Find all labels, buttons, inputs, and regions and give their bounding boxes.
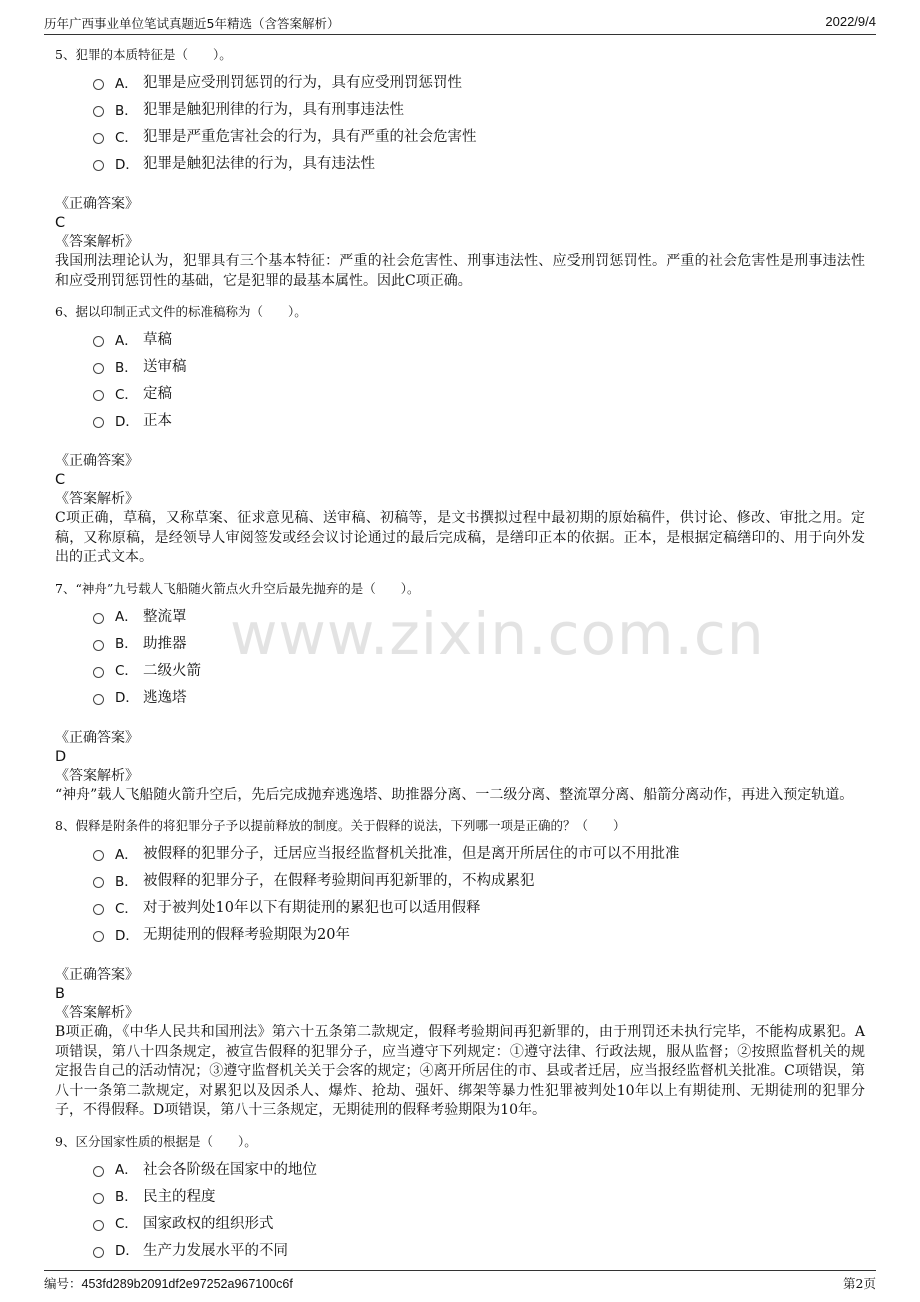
option-a[interactable] [93,1155,865,1182]
option-text: 被假释的犯罪分子，在假释考验期间再犯新罪的，不构成累犯 [143,873,535,889]
option-letter: D． [115,156,139,173]
option-letter: C． [115,663,138,679]
option-text: 犯罪是触犯刑律的行为，具有刑事违法性 [143,102,404,118]
radio-icon[interactable] [93,1193,104,1204]
radio-icon[interactable] [93,613,104,624]
option-a[interactable] [93,325,865,352]
explanation-text: B项正确，《中华人民共和国刑法》第六十五条第二款规定，假释考验期间再犯新罪的，由于刑罚还未执行完毕，不能构成累犯。A项错误，第八十四条规定，被宣告假释的犯罪分子，应当遵守下列规定：①遵守法律、行政法规，服从监督；②按照监督机关的规定报告自己的活动情况；③遵守监督机关关于会客的规定；④离开所居住的市、县或者迁居，应当报经监督机关批准。C项错误，第八十一条第二款规定，对累犯以及因杀人、爆炸、抢劫、强奸、绑架等暴力性犯罪被判处10年以上有期徒刑、无期徒刑的犯罪分子，不得假释。D项错误，第八十三条规定，无期徒刑的假释考验期限为10年。 [55,1024,865,1118]
radio-icon[interactable] [93,1166,104,1177]
option-b[interactable] [93,352,865,379]
option-text: 二级火箭 [143,662,201,679]
option-a[interactable] [93,839,865,866]
explanation-heading: 《答案解析》 [55,491,139,507]
radio-icon[interactable] [93,79,104,90]
radio-icon[interactable] [93,106,104,117]
option-letter: B． [115,1189,138,1205]
radio-icon[interactable] [93,694,104,705]
radio-icon[interactable] [93,1220,104,1231]
question-stem: 5、犯罪的本质特征是（ ）。 [55,47,232,62]
correct-answer: C [55,215,66,231]
options-list [93,68,865,176]
option-text: 对于被判处10年以下有期徒刑的累犯也可以适用假释 [143,900,481,916]
option-text: 送审稿 [143,359,187,375]
option-letter: C． [115,1216,138,1232]
option-letter: C． [115,900,138,917]
option-text: 逃逸塔 [143,689,187,706]
watermark: www.zixin.com.cn [230,600,765,668]
page-footer [44,1270,876,1293]
option-d[interactable] [93,149,865,176]
radio-icon[interactable] [93,160,104,171]
option-text: 定稿 [143,386,172,402]
page-header [44,12,876,35]
option-a[interactable] [93,602,865,629]
option-text: 犯罪是应受刑罚惩罚的行为，具有应受刑罚惩罚性 [143,75,462,91]
option-d[interactable] [93,683,865,710]
answer-heading: 《正确答案》 [55,967,139,983]
option-text: 草稿 [143,332,172,348]
question-6 [55,303,865,568]
question-stem: 9、区分国家性质的根据是（ ）。 [55,1133,257,1149]
question-5 [55,46,865,291]
option-letter: A． [115,609,138,625]
option-letter: B． [115,873,138,890]
option-d[interactable] [93,920,865,947]
question-9 [55,1133,865,1263]
page-number: 第2页 [843,1276,876,1291]
option-letter: B． [115,636,138,652]
option-c[interactable] [93,379,865,406]
option-text: 正本 [143,413,172,429]
radio-icon[interactable] [93,904,104,915]
radio-icon[interactable] [93,667,104,678]
option-d[interactable] [93,1236,865,1263]
option-letter: B． [115,359,138,376]
option-letter: A． [115,846,138,863]
options-list [93,839,865,947]
question-stem: 6、据以印制正式文件的标准稿称为（ ）。 [55,304,307,319]
option-b[interactable] [93,629,865,656]
explanation-heading: 《答案解析》 [55,234,139,250]
option-b[interactable] [93,95,865,122]
question-7 [55,580,865,806]
question-stem: 7、“神舟”九号载人飞船随火箭点火升空后最先抛弃的是（ ）。 [55,580,420,596]
option-text: 整流罩 [143,608,187,625]
options-list [93,325,865,433]
radio-icon[interactable] [93,877,104,888]
option-text: 民主的程度 [143,1188,216,1205]
radio-icon[interactable] [93,850,104,861]
option-letter: D． [115,690,139,706]
question-stem: 8、假释是附条件的将犯罪分子予以提前释放的制度。关于假释的说法，下列哪一项是正确的？（ ） [55,818,626,833]
option-text: 无期徒刑的假释考验期限为20年 [143,927,350,943]
radio-icon[interactable] [93,390,104,401]
option-letter: C． [115,386,138,403]
option-letter: C． [115,129,138,146]
document-date: 2022/9/4 [825,14,876,29]
explanation-text: C项正确，草稿，又称草案、征求意见稿、送审稿、初稿等，是文书撰拟过程中最初期的原始稿件，供讨论、修改、审批之用。定稿，又称原稿，是经领导人审阅签发或经会议讨论通过的最后完成稿，是缮印正本的依据。正本，是根据定稿缮印的、用于向外发出的正式文本。 [55,510,865,565]
option-letter: D． [115,1243,139,1259]
option-text: 被假释的犯罪分子，迁居应当报经监督机关批准，但是离开所居住的市可以不用批准 [143,846,680,862]
radio-icon[interactable] [93,417,104,428]
option-d[interactable] [93,406,865,433]
document-code [44,1274,293,1292]
correct-answer: C [55,472,66,488]
option-letter: A． [115,332,138,349]
options-list [93,602,865,710]
option-text: 国家政权的组织形式 [143,1215,274,1232]
option-text: 助推器 [143,635,187,652]
option-text: 社会各阶级在国家中的地位 [143,1161,317,1178]
option-text: 犯罪是触犯法律的行为，具有违法性 [143,156,375,172]
option-b[interactable] [93,1182,865,1209]
option-letter: B． [115,102,138,119]
radio-icon[interactable] [93,133,104,144]
radio-icon[interactable] [93,363,104,374]
option-text: 生产力发展水平的不同 [143,1242,288,1259]
option-c[interactable] [93,893,865,920]
answer-heading: 《正确答案》 [55,729,139,746]
option-c[interactable] [93,1209,865,1236]
option-text: 犯罪是严重危害社会的行为，具有严重的社会危害性 [143,129,477,145]
code-label: 编号： [44,1276,82,1291]
option-c[interactable] [93,122,865,149]
option-letter: A． [115,1162,138,1178]
document-title: 历年广西事业单位笔试真题近5年精选（含答案解析） [44,16,340,31]
option-letter: D． [115,927,139,944]
explanation-heading: 《答案解析》 [55,1005,139,1021]
option-b[interactable] [93,866,865,893]
explanation-text: 我国刑法理论认为，犯罪具有三个基本特征：严重的社会危害性、刑事违法性、应受刑罚惩罚性。严重的社会危害性是刑事违法性和应受刑罚惩罚性的基础，它是犯罪的最基本属性。因此C项正确。 [55,253,865,289]
question-8 [55,817,865,1121]
radio-icon[interactable] [93,931,104,942]
correct-answer: B [55,986,65,1002]
answer-heading: 《正确答案》 [55,453,139,469]
question-list [55,46,865,1263]
option-letter: A． [115,75,138,92]
option-c[interactable] [93,656,865,683]
code-value: 453fd289b2091df2e97252a967100c6f [81,1277,293,1291]
radio-icon[interactable] [93,640,104,651]
explanation-heading: 《答案解析》 [55,767,139,784]
correct-answer: D [55,748,67,765]
option-letter: D． [115,413,139,430]
options-list [93,1155,865,1263]
radio-icon[interactable] [93,1247,104,1258]
radio-icon[interactable] [93,336,104,347]
option-a[interactable] [93,68,865,95]
answer-heading: 《正确答案》 [55,196,139,212]
explanation-text: “神舟”载人飞船随火箭升空后，先后完成抛弃逃逸塔、助推器分离、一二级分离、整流罩分离、船箭分离动作，再进入预定轨道。 [55,786,854,803]
